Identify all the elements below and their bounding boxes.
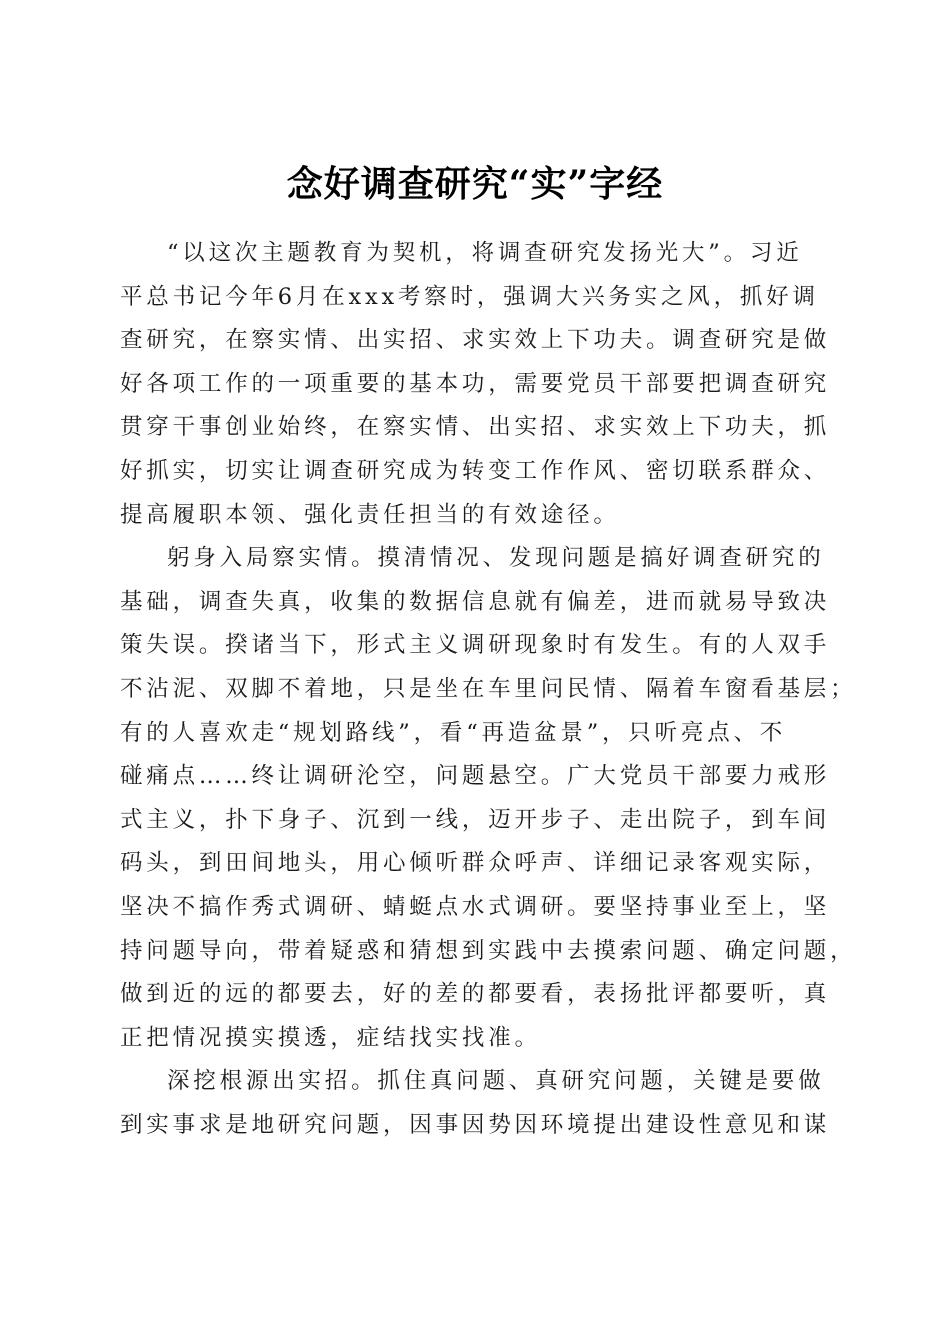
text-line: 好各项工作的一项重要的基本功，需要党员干部要把调查研究 <box>120 370 831 397</box>
text-line: 躬身入局察实情。摸清情况、发现问题是搞好调查研究的 <box>167 545 825 572</box>
paragraph-1 <box>120 232 831 537</box>
text-line: 码头，到田间地头，用心倾听群众呼声、详细记录客观实际， <box>120 850 831 877</box>
text-line: 持问题导向，带着疑惑和猜想到实践中去摸索问题、确定问题， <box>120 937 857 964</box>
text-line: 做到近的远的都要去，好的差的都要看，表扬批评都要听，真 <box>120 981 831 1008</box>
text-line: 正把情况摸实摸透，症结找实找准。 <box>120 1024 541 1051</box>
paragraph-3 <box>120 1060 831 1147</box>
document-body <box>120 232 857 1147</box>
text-line: 有的人喜欢走“规划路线”，看“再造盆景”，只听亮点、不 <box>120 719 787 746</box>
text-line: 提高履职本领、强化责任担当的有效途径。 <box>120 501 620 528</box>
text-line: 查研究，在察实情、出实招、求实效上下功夫。调查研究是做 <box>120 327 831 354</box>
text-line: 好抓实，切实让调查研究成为转变工作作风、密切联系群众、 <box>120 457 831 484</box>
text-line: “以这次主题教育为契机，将调查研究发扬光大”。习近 <box>167 240 803 266</box>
text-line: 式主义，扑下身子、沉到一线，迈开步子、走出院子，到车间 <box>120 806 831 833</box>
document-title: 念好调查研究“实”字经 <box>286 163 664 206</box>
text-line: 到实事求是地研究问题，因事因势因环境提出建设性意见和谋 <box>120 1111 831 1138</box>
text-line: 策失误。揆诸当下，形式主义调研现象时有发生。有的人双手 <box>120 632 831 659</box>
text-line: 坚决不搞作秀式调研、蜻蜓点水式调研。要坚持事业至上，坚 <box>120 893 831 920</box>
text-line: 基础，调查失真，收集的数据信息就有偏差，进而就易导致决 <box>120 588 831 615</box>
text-line: 深挖根源出实招。抓住真问题、真研究问题，关键是要做 <box>167 1068 825 1095</box>
paragraph-2 <box>120 537 857 1060</box>
text-line: 贯穿干事创业始终，在察实情、出实招、求实效上下功夫，抓 <box>120 414 831 441</box>
text-line: 不沾泥、双脚不着地，只是坐在车里问民情、隔着车窗看基层； <box>120 675 857 702</box>
text-line: 碰痛点……终让调研沦空，问题悬空。广大党员干部要力戒形 <box>120 763 831 790</box>
text-line: 平总书记今年6月在xxx考察时，强调大兴务实之风，抓好调 <box>120 283 819 310</box>
